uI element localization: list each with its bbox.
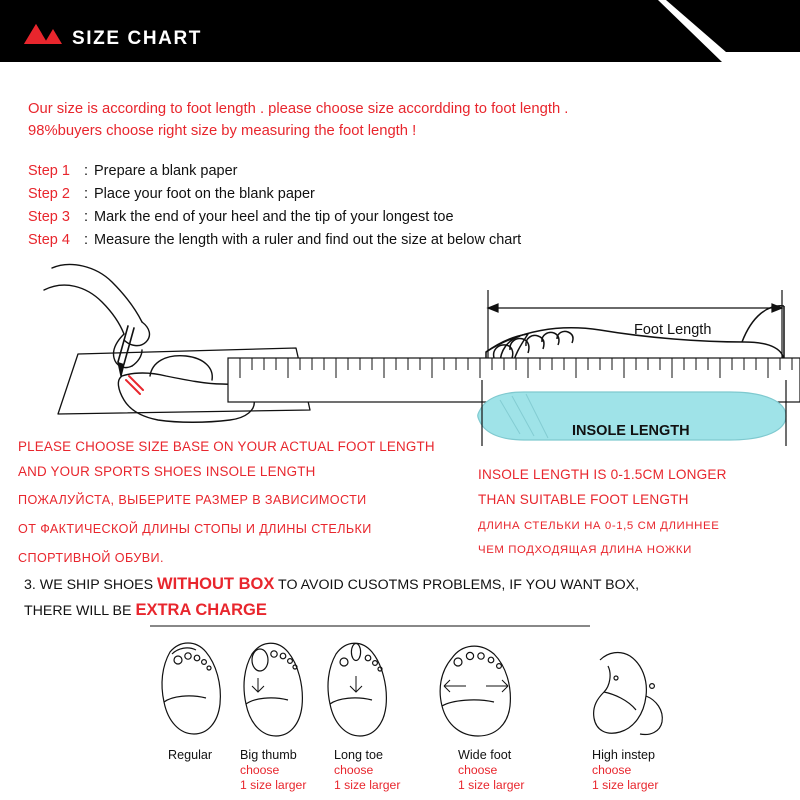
intro-text <box>28 98 773 142</box>
intro-line-1: Our size is according to foot length . please choose size accordding to foot length . <box>28 101 569 117</box>
step-text: Measure the length with a ruler and find out the size at below chart <box>94 232 522 248</box>
foot-type-sub-1: choose <box>240 763 280 777</box>
foot-type-sub-1: choose <box>334 763 374 777</box>
foot-type-sub-2: 1 size larger <box>334 778 401 792</box>
ship-notice-text-2: TO AVOID CUSOTMS PROBLEMS, IF YOU WANT BOX, <box>278 577 640 593</box>
foot-type-caption <box>458 748 524 793</box>
foot-type-name: Regular <box>168 748 213 762</box>
foot-type-name: Wide foot <box>458 748 512 762</box>
left-notice-ru-1: ПОЖАЛУЙСТА, ВЫБЕРИТЕ РАЗМЕР В ЗАВИСИМОСТИ <box>18 493 367 507</box>
step-label: Step 2 <box>28 186 70 202</box>
ship-notice-highlight-1: WITHOUT BOX <box>157 575 275 593</box>
left-notice-ru-2: ОТ ФАКТИЧЕСКОЙ ДЛИНЫ СТОПЫ И ДЛИНЫ СТЕЛЬКИ <box>18 522 372 536</box>
steps-list <box>28 163 768 255</box>
foot-type-name: Long toe <box>334 748 384 762</box>
ship-notice <box>24 572 764 624</box>
foot-type-caption <box>334 748 400 793</box>
foot-type-caption <box>240 748 306 793</box>
step-label: Step 4 <box>28 232 70 248</box>
step-colon: : <box>84 186 89 202</box>
ship-notice-text-1: WE SHIP SHOES <box>39 577 154 593</box>
page-title: SIZE CHART <box>72 28 202 49</box>
step-colon: : <box>84 163 89 179</box>
step-item <box>28 163 768 186</box>
foot-type-sub-2: 1 size larger <box>592 778 659 792</box>
foot-high-instep-icon <box>594 653 663 735</box>
right-notice-ru-2: ЧЕМ ПОДХОДЯЩАЯ ДЛИНА НОЖКИ <box>478 544 692 556</box>
foot-type-sub-1: choose <box>458 763 498 777</box>
step-item <box>28 209 768 232</box>
foot-type-caption <box>592 748 658 793</box>
ship-notice-number: 3. <box>24 577 36 593</box>
right-notice-ru-1: ДЛИНА СТЕЛЬКИ НА 0-1,5 СМ ДЛИННЕЕ <box>478 520 720 532</box>
foot-type-sub-2: 1 size larger <box>458 778 525 792</box>
step-text: Prepare a blank paper <box>94 163 238 179</box>
step-item <box>28 186 768 209</box>
step-colon: : <box>84 209 89 225</box>
header-notch-decoration <box>600 0 800 62</box>
foot-types-row <box>0 618 800 800</box>
left-notice-ru-3: СПОРТИВНОЙ ОБУВИ. <box>18 551 164 565</box>
footprint-wide-foot-icon <box>440 646 510 736</box>
ship-notice-text-3: THERE WILL BE <box>24 603 132 619</box>
insole-length-label: INSOLE LENGTH <box>572 423 690 439</box>
right-notice <box>478 462 798 560</box>
ship-notice-highlight-2: EXTRA CHARGE <box>135 601 267 619</box>
right-notice-line-1: INSOLE LENGTH IS 0-1.5CM LONGER <box>478 467 727 482</box>
left-notice-line-2: AND YOUR SPORTS SHOES INSOLE LENGTH <box>18 464 316 479</box>
left-notice-line-1: PLEASE CHOOSE SIZE BASE ON YOUR ACTUAL FOOT LENGTH <box>18 439 435 454</box>
foot-type-sub-2: 1 size larger <box>240 778 307 792</box>
foot-length-label: Foot Length <box>634 322 712 338</box>
footprint-regular-icon <box>162 643 220 734</box>
foot-type-caption <box>168 748 212 763</box>
intro-line-2: 98%buyers choose right size by measuring the foot length ! <box>28 123 417 139</box>
foot-type-name: High instep <box>592 748 656 762</box>
footprint-long-toe-icon <box>328 643 386 736</box>
page-header <box>0 0 800 62</box>
step-label: Step 3 <box>28 209 70 225</box>
step-text: Mark the end of your heel and the tip of your longest toe <box>94 209 454 225</box>
foot-type-sub-1: choose <box>592 763 632 777</box>
step-label: Step 1 <box>28 163 70 179</box>
foot-type-name: Big thumb <box>240 748 297 762</box>
ship-notice-line-1 <box>24 572 764 598</box>
step-colon: : <box>84 232 89 248</box>
left-notice <box>18 434 438 571</box>
footprint-big-thumb-icon <box>244 643 302 736</box>
right-notice-line-2: THAN SUITABLE FOOT LENGTH <box>478 492 689 507</box>
step-text: Place your foot on the blank paper <box>94 186 315 202</box>
mountain-logo-icon <box>22 22 62 46</box>
